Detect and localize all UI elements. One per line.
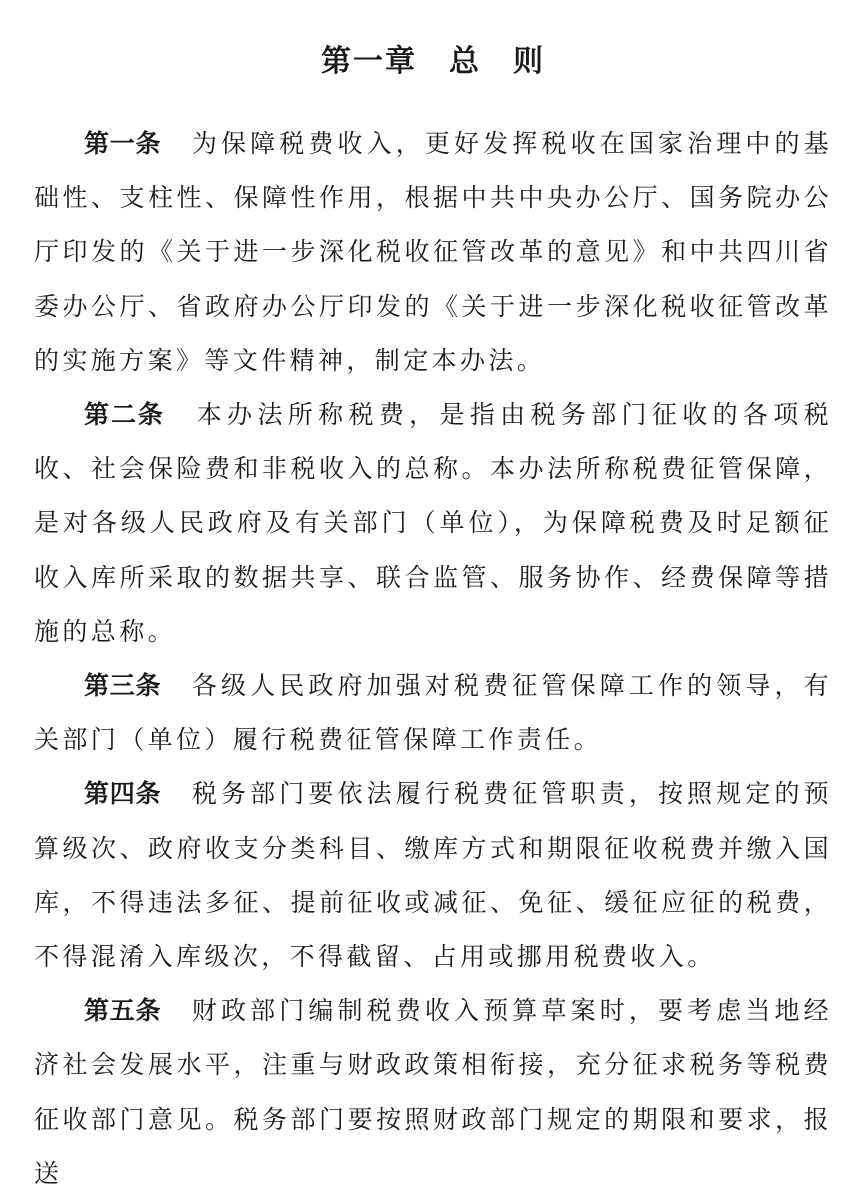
article-text: 税务部门要依法履行税费征管职责，按照规定的预算级次、政府收支分类科目、缴库方式和期限征收税费并缴入国库，不得违法多征、提前征收或减征、免征、缓征应征的税费，不得混淆入库级次，不得截留、占用或挪用税费收入。 [34, 779, 832, 972]
article-2 [34, 388, 832, 659]
article-label: 第四条 [84, 779, 162, 809]
article-3 [34, 659, 832, 767]
article-text: 财政部门编制税费收入预算草案时，要考虑当地经济社会发展水平，注重与财政政策相衔接，充分征求税务等税费征收部门意见。税务部门要按照财政部门规定的期限和要求，报送 [34, 996, 832, 1188]
article-text: 为保障税费收入，更好发挥税收在国家治理中的基础性、支柱性、保障性作用，根据中共中央办公厅、国务院办公厅印发的《关于进一步深化税收征管改革的意见》和中共四川省委办公厅、省政府办公厅印发的《关于进一步深化税收征管改革的实施方案》等文件精神，制定本办法。 [34, 129, 832, 375]
article-4 [34, 767, 832, 984]
chapter-title: 第一章 总 则 [321, 44, 545, 79]
article-text: 本办法所称税费，是指由税务部门征收的各项税收、社会保险费和非税收入的总称。本办法所称税费征管保障，是对各级人民政府及有关部门（单位），为保障税费及时足额征收入库所采取的数据共享、联合监管、服务协作、经费保障等措施的总称。 [34, 400, 832, 646]
article-5 [34, 984, 832, 1201]
article-1 [34, 117, 832, 388]
article-text: 各级人民政府加强对税费征管保障工作的领导，有关部门（单位）履行税费征管保障工作责任。 [34, 671, 832, 755]
document-page [34, 0, 832, 1201]
article-label: 第三条 [84, 671, 162, 701]
article-label: 第一条 [84, 129, 162, 158]
article-label: 第五条 [84, 996, 162, 1026]
article-label: 第二条 [84, 400, 165, 430]
